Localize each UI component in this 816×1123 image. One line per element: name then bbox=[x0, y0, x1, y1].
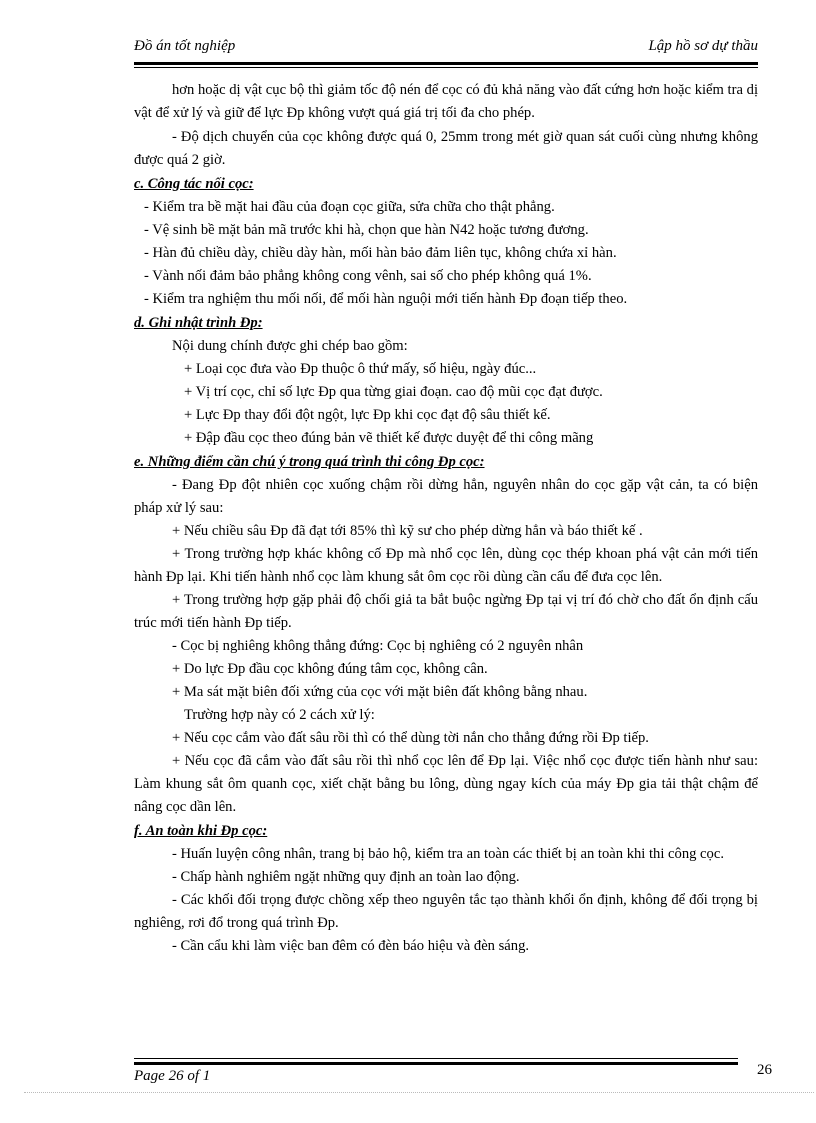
paragraph: - Độ dịch chuyển của cọc không được quá 0, 25mm trong mét giờ quan sát cuối cùng nhưng không được quá 2 giờ. bbox=[134, 129, 758, 168]
body-content bbox=[134, 79, 758, 958]
list-item: - Kiểm tra nghiệm thu mối nối, để mối hàn nguội mới tiến hành Đp đoạn tiếp theo. bbox=[144, 291, 628, 307]
list-item: + Nếu cọc đã cắm vào đất sâu rồi thì nhổ cọc lên để Đp lại. Việc nhổ cọc được tiến hành như sau: Làm khung sắt ôm quanh cọc, xiết chặt bằng bu lông, dùng ngay kích của máy Đp gia tải thật chậm để nâng cọc dần lên. bbox=[134, 753, 758, 815]
header-rule-thin bbox=[134, 67, 758, 68]
section-heading-d: d. Ghi nhật trình Đp: bbox=[134, 315, 263, 331]
list-item: - Các khối đối trọng được chồng xếp theo nguyên tắc tạo thành khối ổn định, không để đối trọng bị nghiêng, rơi đổ trong quá trình Đp. bbox=[134, 892, 758, 931]
header-right-text: Lập hồ sơ dự thầu bbox=[648, 38, 758, 54]
paragraph: Trường hợp này có 2 cách xử lý: bbox=[184, 707, 375, 723]
paragraph: - Cọc bị nghiêng không thẳng đứng: Cọc bị nghiêng có 2 nguyên nhân bbox=[172, 638, 584, 654]
list-item: + Vị trí cọc, chỉ số lực Đp qua từng giai đoạn. cao độ mũi cọc đạt được. bbox=[184, 384, 603, 400]
list-item: - Cần cẩu khi làm việc ban đêm có đèn báo hiệu và đèn sáng. bbox=[172, 938, 530, 954]
list-item: - Vệ sinh bề mặt bản mã trước khi hà, chọn que hàn N42 hoặc tương đương. bbox=[144, 222, 589, 238]
list-item: + Trong trường hợp khác không cố Đp mà nhổ cọc lên, dùng cọc thép khoan phá vật cản mới tiến hành Đp lại. Khi tiến hành nhổ cọc làm khung sắt ôm cọc rồi dùng cần cẩu để đưa cọc lên. bbox=[134, 546, 758, 585]
list-item: + Đập đầu cọc theo đúng bản vẽ thiết kế được duyệt để thi công mãng bbox=[184, 430, 594, 446]
list-item: - Kiểm tra bề mặt hai đầu của đoạn cọc giữa, sửa chữa cho thật phẳng. bbox=[144, 199, 555, 215]
list-item: + Do lực Đp đầu cọc không đúng tâm cọc, không cân. bbox=[172, 661, 488, 677]
footer-page-label: Page 26 of 1 bbox=[134, 1068, 211, 1084]
list-item: - Hàn đủ chiều dày, chiều dày hàn, mối hàn bảo đảm liên tục, không chứa xỉ hàn. bbox=[144, 245, 617, 261]
footer-rule-thick bbox=[134, 1062, 738, 1065]
paragraph: - Đang Đp đột nhiên cọc xuống chậm rồi dừng hẳn, nguyên nhân do cọc gặp vật cản, ta có biện pháp xử lý sau: bbox=[134, 477, 758, 516]
list-item: + Nếu cọc cắm vào đất sâu rồi thì có thể dùng tời nắn cho thẳng đứng rồi Đp tiếp. bbox=[172, 730, 649, 746]
list-item: + Trong trường hợp gặp phải độ chối giả ta bắt buộc ngừng Đp tại vị trí đó chờ cho đất ổn định cấu trúc mới tiến hành Đp tiếp. bbox=[134, 592, 758, 631]
list-item: - Vành nối đảm bảo phẳng không cong vênh, sai số cho phép không quá 1%. bbox=[144, 268, 592, 284]
list-item: - Chấp hành nghiêm ngặt những quy định an toàn lao động. bbox=[172, 869, 520, 885]
list-item: - Huấn luyện công nhân, trang bị bảo hộ, kiểm tra an toàn các thiết bị an toàn khi thi công cọc. bbox=[172, 846, 724, 862]
page-number: 26 bbox=[757, 1062, 772, 1078]
section-heading-f: f. An toàn khi Đp cọc: bbox=[134, 823, 268, 839]
list-item: + Nếu chiều sâu Đp đã đạt tới 85% thì kỹ sư cho phép dừng hẳn và báo thiết kế . bbox=[172, 523, 643, 539]
page-bottom-divider bbox=[24, 1092, 814, 1093]
list-item: + Lực Đp thay đổi đột ngột, lực Đp khi cọc đạt độ sâu thiết kế. bbox=[184, 407, 551, 423]
paragraph: hơn hoặc dị vật cục bộ thì giảm tốc độ nén để cọc có đủ khả năng vào đất cứng hơn hoặc kiểm tra dị vật để xử lý và giữ để lực Đp không vượt quá giá trị tối đa cho phép. bbox=[134, 82, 758, 121]
header-rule-thick bbox=[134, 62, 758, 65]
header-left-text: Đồ án tốt nghiệp bbox=[134, 38, 236, 54]
section-heading-c: c. Công tác nối cọc: bbox=[134, 176, 254, 192]
section-heading-e: e. Những điểm cần chú ý trong quá trình thi công Đp cọc: bbox=[134, 454, 485, 470]
paragraph: Nội dung chính được ghi chép bao gồm: bbox=[172, 338, 408, 354]
list-item: + Ma sát mặt biên đối xứng của cọc với mặt biên đất không bằng nhau. bbox=[172, 684, 588, 700]
list-item: + Loại cọc đưa vào Đp thuộc ô thứ mấy, số hiệu, ngày đúc... bbox=[184, 361, 537, 377]
page-header bbox=[134, 38, 758, 60]
footer-rule-thin bbox=[134, 1058, 738, 1059]
